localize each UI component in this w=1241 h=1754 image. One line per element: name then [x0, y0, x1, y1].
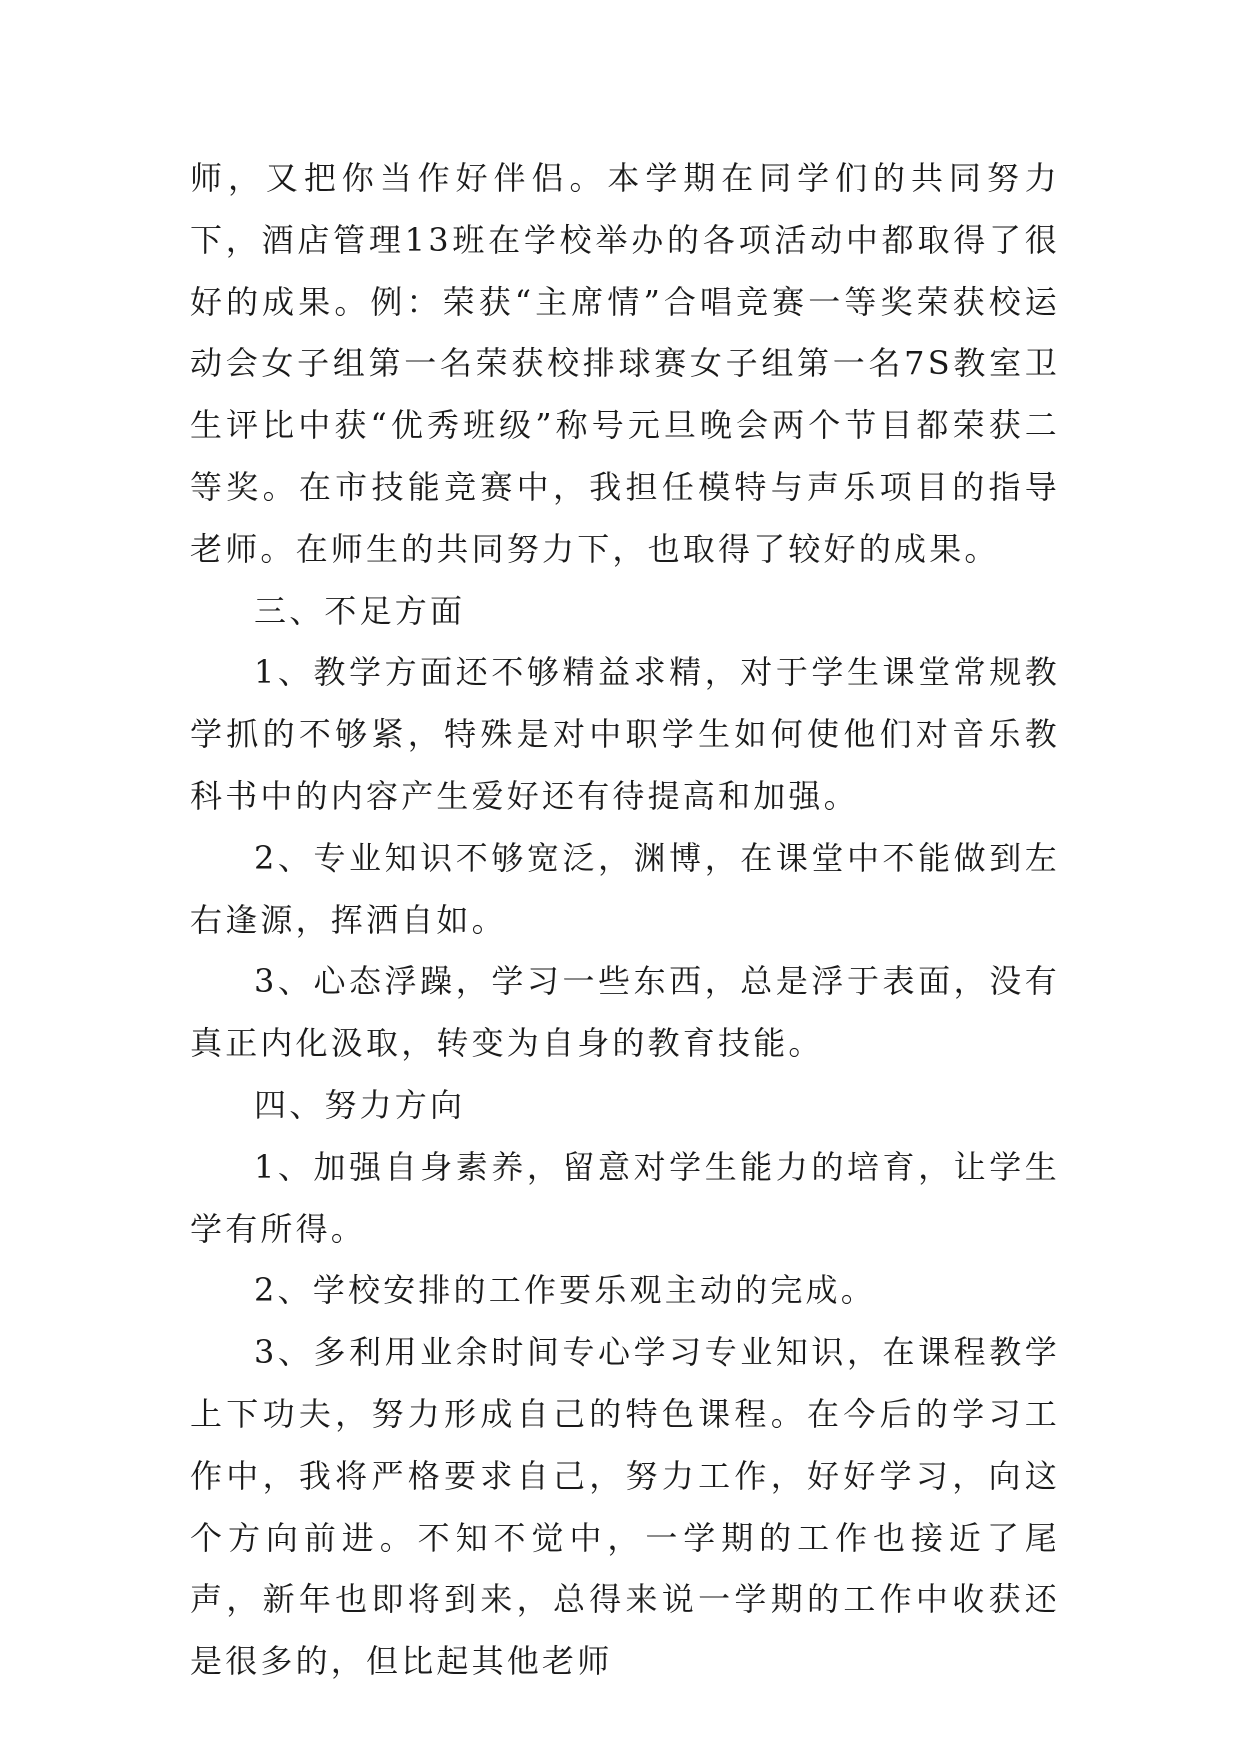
paragraph-direction-2: 2、学校安排的工作要乐观主动的完成。	[254, 1271, 876, 1310]
paragraph-shortcoming-2: 2、专业知识不够宽泛，渊博，在课堂中不能做到左右逢源，挥洒自如。	[190, 838, 1060, 939]
paragraph-direction-3: 3、多利用业余时间专心学习专业知识，在课程教学上下功夫，努力形成自己的特色课程。在今后的学习工作中，我将严格要求自己，努力工作，好好学习，向这个方向前进。不知不觉中，一学期的工作也接近了尾声，新年也即将到来，总得来说一学期的工作中收获还是很多的，但比起其他老师	[190, 1333, 1060, 1681]
paragraph-shortcoming-1: 1、教学方面还不够精益求精，对于学生课堂常规教学抓的不够紧，特殊是对中职学生如何使他们对音乐教科书中的内容产生爱好还有待提高和加强。	[190, 653, 1060, 815]
paragraph-shortcoming-3: 3、心态浮躁，学习一些东西，总是浮于表面，没有真正内化汲取，转变为自身的教育技能。	[190, 962, 1060, 1063]
heading-shortcomings: 三、不足方面	[254, 591, 466, 630]
paragraph-achievements: 师，又把你当作好伴侣。本学期在同学们的共同努力下，酒店管理13班在学校举办的各项活动中都取得了很好的成果。例：荣获“主席情”合唱竞赛一等奖荣获校运动会女子组第一名荣获校排球赛女子组第一名7S教室卫生评比中获“优秀班级”称号元旦晚会两个节目都荣获二等奖。在市技能竞赛中，我担任模特与声乐项目的指导老师。在师生的共同努力下，也取得了较好的成果。	[190, 159, 1060, 568]
paragraph-direction-1: 1、加强自身素养，留意对学生能力的培育，让学生学有所得。	[190, 1147, 1060, 1248]
document-body	[190, 148, 1060, 1693]
heading-direction: 四、努力方向	[254, 1085, 466, 1124]
